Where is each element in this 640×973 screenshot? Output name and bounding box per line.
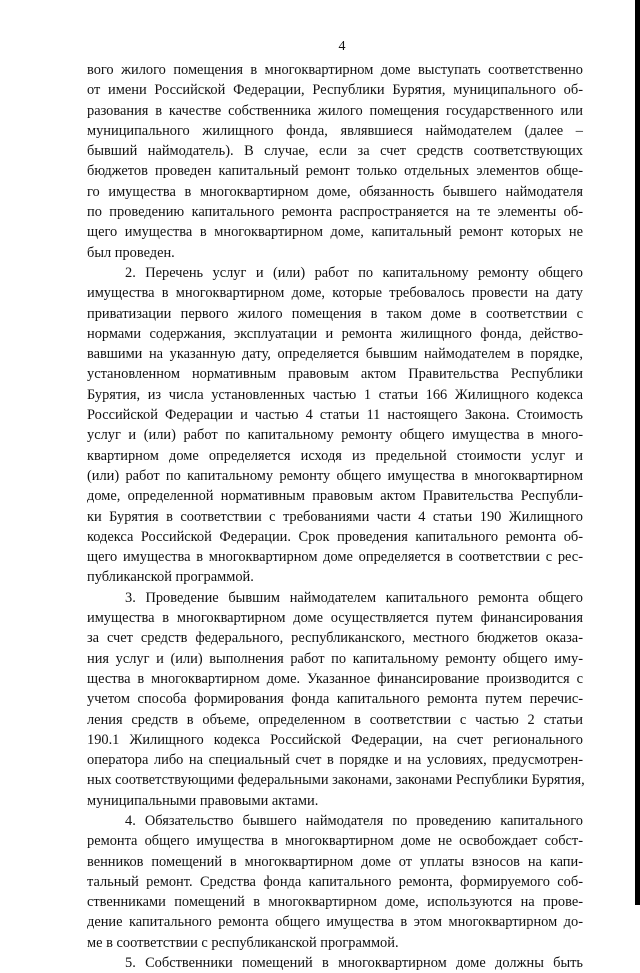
paragraph-2: [87, 263, 583, 588]
text-line: оператора либо на специальный счет в порядке и на условиях, предусмотрен-: [87, 752, 583, 769]
text-line: венников помещений в многоквартирном доме от уплаты взносов на капи-: [87, 853, 583, 870]
text-line: щего имущества в многоквартирном доме определяется в соответствии с рес-: [87, 549, 583, 566]
scan-border: [635, 0, 640, 905]
text-line: бывший наймодатель). В случае, если за счет средств соответствующих: [87, 143, 583, 160]
text-line: ремонта общего имущества в многоквартирном доме не освобождает собст-: [87, 833, 583, 850]
page-number: 4: [338, 39, 346, 54]
text-line: 190.1 Жилищного кодекса Российской Федерации, на счет регионального: [87, 731, 583, 748]
text-line: вого жилого помещения в многоквартирном доме выступать соответственно: [87, 62, 583, 78]
text-line: (или) работ по капитальному ремонту общего имущества в многоквартирном: [87, 467, 583, 484]
text-line: вавшими на указанную дату, определяется бывшим наймодателем в порядке,: [87, 346, 583, 363]
text-line: нормами содержания, эксплуатации и ремонта жилищного фонда, действо-: [87, 325, 583, 342]
paragraph-3: [87, 588, 583, 811]
document-page: [87, 38, 583, 973]
paragraph-5: [87, 953, 583, 973]
text-line: публиканской программой.: [87, 569, 254, 586]
text-line: муниципального жилищного фонда, являвшиеся наймодателем (далее –: [87, 122, 583, 139]
text-line: доме, определенной нормативным правовым актом Правительства Республи-: [87, 488, 583, 505]
text-line: ных соответствующими федеральными законами, законами Республики Бурятия,: [87, 772, 585, 789]
text-line: щества в многоквартирном доме. Указанное финансирование производится с: [87, 670, 583, 687]
text-line: тальный ремонт. Средства фонда капитального ремонта, формируемого соб-: [87, 873, 583, 890]
text-line: ственниками помещений в многоквартирном доме, используются на прове-: [87, 894, 583, 911]
text-line: 4. Обязательство бывшего наймодателя по проведению капитального: [125, 812, 583, 829]
text-line: имущества в многоквартирном доме, которые требовалось провести на дату: [87, 285, 583, 302]
text-line: кодекса Российской Федерации. Срок проведения капитального ремонта об-: [87, 528, 583, 545]
text-line: от имени Российской Федерации, Республики Бурятия, муниципального об-: [87, 82, 583, 99]
text-line: бюджетов проведен капитальный ремонт только отдельных элементов обще-: [87, 163, 583, 180]
text-line: за счет средств федерального, республиканского, местного бюджетов оказа-: [87, 630, 583, 647]
text-line: щего имущества в многоквартирном доме, капитальный ремонт которых не: [87, 224, 583, 241]
paragraph-1: [87, 60, 583, 263]
text-line: го имущества в многоквартирном доме, обязанность бывшего наймодателя: [87, 183, 583, 200]
text-line: ния услуг и (или) выполнения работ по капитальному ремонту общего иму-: [87, 650, 583, 667]
text-line: ки Бурятия в соответствии с требованиями части 4 статьи 190 Жилищного: [87, 508, 583, 525]
text-line: услуг и (или) работ по капитальному ремонту общего имущества в много-: [87, 427, 583, 444]
text-line: 2. Перечень услуг и (или) работ по капитальному ремонту общего: [125, 264, 583, 281]
text-line: разования в качестве собственника жилого помещения государственного или: [87, 102, 583, 119]
text-line: муниципальными правовыми актами.: [87, 792, 319, 809]
text-line: имущества в многоквартирном доме осуществляется путем финансирования: [87, 610, 583, 627]
text-line: установленном нормативным правовым актом Правительства Республики: [87, 366, 583, 383]
text-line: ления средств в объеме, определенном в соответствии с частью 2 статьи: [87, 711, 583, 728]
text-line: по проведению капитального ремонта распространяется на те элементы об-: [87, 204, 583, 221]
text-line: Бурятия, из числа установленных частью 1 статьи 166 Жилищного кодекса: [87, 386, 583, 403]
text-line: дение капитального ремонта общего имущества в этом многоквартирном до-: [87, 914, 583, 931]
paragraph-4: [87, 811, 583, 953]
text-line: 5. Собственники помещений в многоквартирном доме должны быть: [125, 955, 583, 972]
text-line: Российской Федерации и частью 4 статьи 11 настоящего Закона. Стоимость: [87, 407, 583, 424]
text-line: ме в соответствии с республиканской программой.: [87, 934, 399, 951]
text-line: квартирном доме определяется исходя из предельной стоимости услуг и: [87, 447, 583, 464]
text-line: был проведен.: [87, 244, 175, 261]
text-line: учетом способа формирования фонда капитального ремонта путем перечис-: [87, 691, 583, 708]
text-line: 3. Проведение бывшим наймодателем капитального ремонта общего: [125, 589, 583, 606]
text-line: приватизации первого жилого помещения в таком доме в соответствии с: [87, 305, 583, 322]
